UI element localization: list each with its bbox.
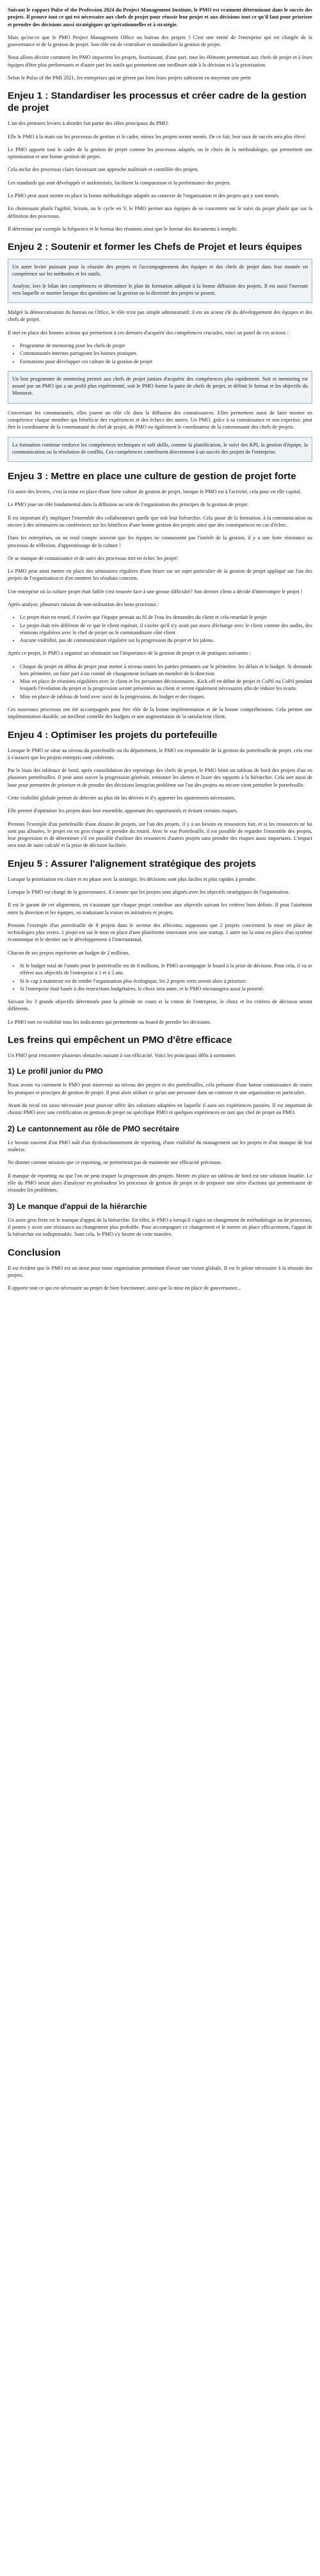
paragraph: Après ce projet, le PMO a organisé un séminaire sur l'importance de la gestion de projet et de pratiques suivantes : <box>8 650 251 657</box>
paragraph: Le PMO apporte tout le cadre de la gestion de projet comme les processus adaptés, ou le choix de la méthodologie, qui permettent une optimisation et une bonne gestion de projet. <box>8 146 312 160</box>
paragraph: Le PMO met en visibilité tous les indicateurs qui permettront au board de prendre les décisions. <box>8 1019 211 1025</box>
paragraph: Mais qu'est-ce que le PMO Project Management Office ou bureau des projets ? C'est une entité de l'entreprise qui est chargée de la gouvernance et de la gestion de projet. Son rôle est de centraliser et standardiser la gestion de projet. <box>8 34 312 48</box>
paragraph: Cette visibilité globale permet de détecter au plus tôt les dérives et d'y apporter les ajustements nécessaires. <box>8 795 236 801</box>
bullet-list <box>8 663 312 700</box>
paragraph: Il met en place des bonnes actions qui permettent à ces derniers d'acquérir des compétences cruciales, voici un panel de ces actions : <box>8 329 289 336</box>
bullet-list <box>8 614 312 644</box>
paragraph: Prenons l'exemple d'un portefeuille d'une dizaine de projets, sur l'un des projets, il y a un besoin en ressources fort, et si les ressources ne lui sont pas allouées, le projet est en gros risque et prendre du retard. Avec le vue Portefeuille, il est possible de regarder l'ensemble des projets, leur progression et de déterminer s'il est possible d'utiliser des ressources d'autres projets sans prendre des risques aussi importants. L'impact sera tout de suite calculé et la prise de décision facilitée. <box>8 821 312 849</box>
list-item: • Programme de mentoring pour les chefs de projet <box>20 342 312 349</box>
list-item: • Formations pour développer ces culture de la gestion de projet <box>20 358 312 365</box>
paragraph: Le PMO peut aussi mettre en place la bonne méthodologie adaptée au contexte de l'organisation et des projets qui y sont menés. <box>8 192 280 199</box>
section-heading-enjeu-5: Enjeu 5 : Assurer l'alignement stratégique des projets <box>8 858 256 869</box>
list-item: • Communautés internes partageant les bonnes pratiques <box>20 350 312 357</box>
paragraph: Prenons l'exemple d'un portefeuille de 8 projets dans le secteur des télécoms, supposons que 2 projets concernent la mise en place de technologies plus vertes. 1 projet est sur le mon en place d'une plateforme innovante avec une startup, 1 autre sur la mise en place d'un système économique et le dernier sur le développement à l'international. <box>8 922 312 943</box>
section-heading-enjeu-1: Enjeu 1 : Standardiser les processus et créer cadre de la gestion de projet <box>8 90 307 114</box>
highlight-box <box>8 437 312 463</box>
list-item: • Si le budget total de l'année pour le portefeuille est de 8 millions, le PMO accompagne le board à la prise de décision. Pour cela, il va se référer aux objectifs de l'entreprise à 1 et à 5 ans. <box>20 962 312 977</box>
paragraph: Il détermine par exemple la fréquence et le format des réunions ainsi que le format des documents à remplir. <box>8 226 238 232</box>
subsection-heading-pmo-secretaire: 2) Le cantonnement au rôle de PMO secrétaire <box>8 1124 180 1133</box>
paragraph: Il apporte tout ce qui est nécessaire au projet de bien fonctionner, aussi que la mise en place de gouvernance... <box>8 1285 241 1292</box>
section-heading-enjeu-4: Enjeu 4 : Optimiser les projets du portefeuille <box>8 729 218 741</box>
intro-paragraph: Suivant le rapport Pulse of the Profession 2024 du Project Management Institute, le PMO est vraiment déterminant dans le succès des projets. Il prouve tout ce qui est nécessaire aux chefs de projet pour réussir leur projet et aux décisions tout ce qu'il faut pour prioriser et prendre des décisions aussi stratégiques qu'opérationnelles et à stratégie. <box>8 7 312 28</box>
paragraph: Avant du recul est aussi nécessaire pour pouvoir offrir des solutions adaptées en laquelle il aura ses expériences passées. Il est important de choisir PMO avec une certification en gestion de projet ou spécifique PMO et quelques expériences en tant que chef de projet ou PMO. <box>8 1103 312 1116</box>
list-item: • Le projet était en retard, il s'avère que l'équipe pensait au fil de l'eau les demandes du client et cela retardait le projet <box>20 614 312 621</box>
paragraph: La formation continue renforce les compétences techniques et soft skills, comme la planification, le suivi des KPI, la gestion d'équipe, la communication ou la résolution de conflits. Ces compétences contribuent directement à un succès des projets de l'entreprise. <box>12 441 308 455</box>
paragraph: Suivant les 3 grands objectifs déterminés pour la période en cours et la vision de l'entreprise, le choix et les critères de décision seront différents. <box>8 999 312 1012</box>
paragraph: Un PMO peut rencontrer plusieurs obstacles nuisant à son efficacité. Voici les principaux défis à surmonter. <box>8 1052 236 1058</box>
section-heading-conclusion: Conclusion <box>8 1247 61 1258</box>
paragraph: Lorsque le PMO se situe au niveau du portefeuille ou du département, le PMO est responsable de la gestion du portefeuille de projet, cela vise à s'assurer que les projets entrepris sont cohérents. <box>8 747 312 760</box>
paragraph: En choisissant plutôt l'agilité, Scrum, ou le cycle en V, le PMO permet aux équipes de se concentrer sur le suivi du projet plutôt que sur la définition des processus. <box>8 206 312 219</box>
paragraph: Elle le PMO à la main sur les processus de gestion et le cadre, mieux les projets seront menés. De ce fait, leur taux de succès sera plus élevé. <box>8 133 307 140</box>
paragraph: Il manque de reporting ou que l'on ne peut traquer la progression des projets. Mettre en place un tableau de bord est une solution louable. Le rôle du PMO serait alors d'analyser en profondeur les processus de gestion de projet et de proposer une série d'actions qui permettraient de résoudre les problèmes. <box>8 1172 312 1194</box>
subsection-heading-profil-junior: 1) Le profil junior du PMO <box>8 1067 103 1076</box>
list-item: • Si le cap à maintenir est de rendre l'organisation plus écologique, les 2 projets verts seront alors à prioriser. <box>20 978 312 985</box>
paragraph: Un autre levier puissant pour la réussite des projets et l'accompagnement des équipes et des chefs de projet dans leur montée en compétence sur les méthodes et les outils. <box>12 264 308 277</box>
paragraph: Dans les entreprises, on ne rend compte souvent que les équipes ne connaissent pas l'intérêt de la gestion, il y a une forte résistance au processus de réflexion, d'apprentissage de la culture ! <box>8 535 312 548</box>
highlight-box <box>8 259 312 303</box>
list-item: • Si l'entreprise était basée à des restrictions budgétaires, le choix sera autre, et le PMO encouragera aussi la priorité. <box>20 985 312 992</box>
paragraph: Un bon programme de mentoring permet aux chefs de projet juniors d'acquérir des compétences plus rapidement. Soit et mentoring est assuré par un PMO qui a un profil plus expérimenté, soit le PMO forme la paire de chefs de projet, et définit le format et les objectifs du Mentorat. <box>12 375 308 397</box>
paragraph: Or se manque de connaissance et de suivi des processus met en échec les projet! <box>8 555 179 561</box>
paragraph: Il est le garant de cet alignement, en s'assurant que chaque projet contribue aux objectifs suivant les critères bien définis. Il peut l'aisément entre la direction et les équipes, en traduisant la vision en initiatives et projets. <box>8 902 312 915</box>
paragraph: Elle permet d'optimiser les projets dans leur ensemble, apportant des opportunités et évitant certains risques. <box>8 808 238 814</box>
paragraph: L'un des premiers leviers à aborder fait partie des rôles principaux du PMO. <box>8 120 169 127</box>
bullet-list <box>8 342 312 365</box>
paragraph: Cela inclut des processus clairs favorisant une approche maîtrisée et contrôlée des projets. <box>8 167 199 173</box>
list-item: • Aucune visibilité, pas de communication régulière sur la progression du projet et les jalons. <box>20 637 312 644</box>
paragraph: Concernant les communautés, elles jouent un rôle clé dans la diffusion des connaissances. Elles permettent aussi de faire monter en compétence chaque membre qui bénéficie des expériences et des échecs des autres. Un PMO, grâce à sa connaissance et son expertise, peut être le coordinateur de la communauté de chef de projet, de PMO ou également le coordinateur de la communauté des chefs de projets. <box>8 409 312 431</box>
section-heading-enjeu-2: Enjeu 2 : Soutenir et former les Chefs de Projet et leurs équipes <box>8 242 302 253</box>
paragraph: Selon le Pulse of the PMI 2021, les entreprises qui ne gèrent pas bien leurs projets subissent en moyenne une perte <box>8 74 252 81</box>
list-item: • Mise en place de tableau de bord avec suivi de la progression, du budget et des risques. <box>20 693 312 700</box>
paragraph: Chacun de ses projets représente un budget de 2 millions. <box>8 949 130 956</box>
list-item: • Le projet était très différent de ce que le client espérait, il s'avère qu'il n'y avait pas assez d'échange avec le client comme des audits, des réunions régulières avec le chef de projet ou le commanditaire côté client <box>20 622 312 637</box>
paragraph: Il est évident que le PMO est un atout pour toute organisation permettant d'avoir une vision globale. Il est le pilote nécessaire à la réussite des projets. <box>8 1265 312 1278</box>
paragraph: Analyse, lors le bilan des compétences et déterminer le plan de formation adéquat à la bonne diffusion des projets. Il est aussi l'ouvrant vers laquelle se tourner lorsque des questions sur la gestion ou la diversité des projets se posent. <box>12 283 308 296</box>
paragraph: Les standards qui sont développés et uniformisés, facilitent la comparaison et la performance des projets. <box>8 179 231 186</box>
paragraph: Un autre des leviers, c'est la mise en place d'une forte culture de gestion de projet, lorsque le PMO est à l'activité, cela pour en elle capital. <box>8 489 301 495</box>
paragraph: Le besoin souvent d'un PMO naît d'un dysfonctionnement de reporting, d'une visibilité du management sur les projets et d'un manque de leur maîtrise. <box>8 1139 312 1153</box>
section-heading-freins: Les freins qui empêchent un PMO d'être efficace <box>8 1034 232 1046</box>
bullet-list <box>8 962 312 992</box>
paragraph: Par le biais des tableaux de bord, après consolidation des reportings des chefs de projet, le PMO bénit un tableau de bord des projets d'un en plusieurs portefeuilles. Il peut ainsi suivre la progression générale, remonter les alertes et lisser des rapports à la hiérarchie. Cela sert aussi de base pour permettre de prioriser et de prendre des décisions lorsqu'un problème sur l'un des projets ou encore vient perturber le portefeuille. <box>8 767 312 788</box>
paragraph: Nous allons décrire comment les PMO impactent les projets, fournissant, d'une part, tous les éléments permettant aux chefs de projet et à leurs équipes d'être plus performants et d'autre part les outils qui permettent une meilleure aide à la décision et à la priorisation. <box>8 54 312 68</box>
paragraph: Ces nouveaux processus ont été accompagnés pour être rôle de la bonne implémentation et de la bonne compréhension. Cela permet une implémentation durable, un meilleur contrôle des budgets et une augmentation de la satisfaction client. <box>8 707 312 720</box>
section-heading-enjeu-3: Enjeu 3 : Mettre en place une culture de gestion de projet forte <box>8 471 296 482</box>
paragraph: Un autre gros frein est le manque d'appui de la hiérarchie. En effet, le PMO a lorsqu'il s'agira un changement de méthodologie ou de processus, il pourra y avoir une résistance au changement plus probable. Pour accompagner ce changement et le mettre en place efficacement, l'appui de la hiérarchie est indispensable. Sans cela, le PMO s'y heurte de cette manière. <box>8 1217 312 1238</box>
paragraph: Le PMO peut ainsi mettre en place des séminaires réguliers d'une heure sur un sujet particulier de la gestion de projet appliqué sur l'un des projets de l'organisation et d'en montrer les résultats concrets. <box>8 568 312 582</box>
paragraph: Il est important d'y impliquer l'ensemble des collaborateurs quelle que soit leur hiérarchie. Cela passe de la formation, à la communication ou encore à des séminaires ou conférences sur les bénéfices d'une bonne gestion des projets ainsi que des conséquences en cas d'échec. <box>8 514 312 528</box>
paragraph: Lorsque la priorisation est claire et en phase avec la stratégie, les décisions sont plus faciles et plus rapides à prendre. <box>8 876 257 882</box>
paragraph: Lorsque le PMO est chargé de la gouvernance, il s'assure que les projets sont alignés avec les objectifs stratégiques de l'organisation. <box>8 889 290 895</box>
list-item: • Chaque du projet en début de projet pour mettre à niveau toutes les parties prenantes sur le périmètre, les délais et le budget. Si demande hors périmètre, on faire part à un comité de changement incluant un membre de la direction. <box>20 663 312 678</box>
paragraph: Après analyse, plusieurs raisons de non-utilisation des bons processus : <box>8 601 159 607</box>
paragraph: Nous avons vu comment le PMO peut intervenir au niveau des projets et des portefeuilles, cela présume d'une bonne connaissance de toutes les pratiques et principes de gestion de projet. Il peut alors utiliser ce qu'un une personne dans un contexte et une organisation en particulier. <box>8 1082 312 1095</box>
paragraph: Une entreprise où la culture projet était faible s'est trouvée face à une grosse difficulté? Son dernier client a décidé d'interrompre le projet ! <box>8 588 303 595</box>
subsection-heading-appui-hierarchie: 3) Le manque d'appui de la hiérarchie <box>8 1201 147 1211</box>
highlight-box <box>8 371 312 404</box>
paragraph: Le PMO joue un rôle fondamental dans la diffusion au sein de l'organisation des principes de la gestion de projet. <box>8 502 249 508</box>
paragraph: Ne donner comme mission que ce reporting, ne permettrait pas de maintenir une efficacité précieuse. <box>8 1160 222 1166</box>
paragraph: Malgré la démocratisation du bureau ou Office, le rôle n'est pas simple administratif; il est un acteur clé du développement des équipes et des chefs de projet. <box>8 309 312 323</box>
list-item: • Mise en place de réunions régulières avec le client et les personnes décisionnaires. Kick-off en début de projet et CoPil ou CoPil pendant lesquels l'évolution du projet et la progression seront présentées au client et seront également nécessaires afin de réduire les écarts. <box>20 678 312 693</box>
